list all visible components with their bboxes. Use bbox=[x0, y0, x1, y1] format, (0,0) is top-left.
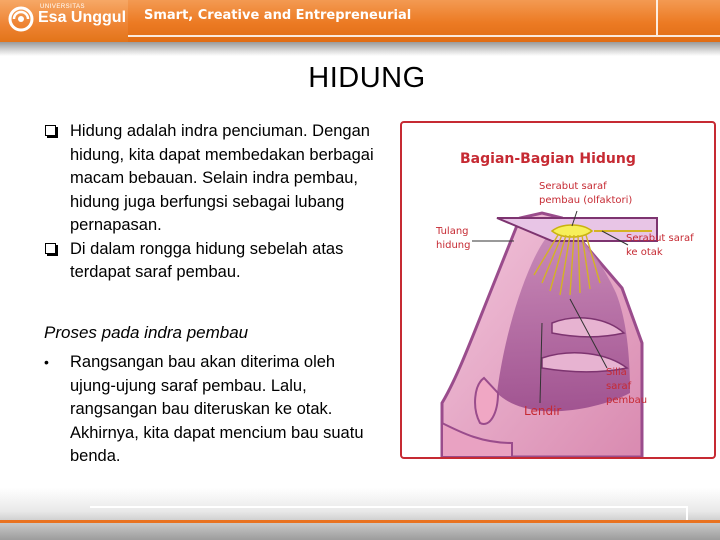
tagline: Smart, Creative and Entrepreneurial bbox=[144, 8, 412, 23]
square-bullet-icon bbox=[45, 243, 56, 254]
process-text: Rangsangan bau akan diterima oleh ujung-ujung saraf pembau. Lalu, rangsangan bau diteruskan ke otak. Akhirnya, kita dapat mencium bau suatu benda. bbox=[70, 353, 364, 465]
slide-title: HIDUNG bbox=[308, 62, 426, 94]
list-item bbox=[44, 238, 379, 285]
label-serabut-otak: Serabut saraf ke otak bbox=[626, 233, 694, 258]
figure-title: Bagian-Bagian Hidung bbox=[460, 151, 636, 167]
list-item bbox=[44, 120, 379, 238]
footer-accent-line bbox=[0, 520, 720, 523]
logo-name: Esa Unggul bbox=[38, 9, 127, 26]
nose-anatomy-figure bbox=[400, 121, 716, 459]
header-shadow-band bbox=[0, 42, 720, 56]
bullet-text: Di dalam rongga hidung sebelah atas terdapat saraf pembau. bbox=[70, 239, 344, 281]
header-vertical-divider bbox=[656, 0, 658, 35]
footer-vertical-divider bbox=[686, 506, 688, 520]
logo[interactable] bbox=[0, 0, 128, 42]
list-item bbox=[44, 351, 379, 469]
footer-band bbox=[0, 488, 720, 540]
process-list bbox=[44, 351, 379, 469]
square-bullet-icon bbox=[45, 125, 56, 136]
label-serabut-olfaktori: Serabut saraf pembau (olfaktori) bbox=[539, 181, 633, 206]
dot-bullet-icon: • bbox=[44, 354, 49, 370]
footer-divider bbox=[90, 506, 686, 508]
header-bar bbox=[0, 0, 720, 42]
header-divider bbox=[128, 35, 720, 37]
nose-anatomy-illustration bbox=[402, 123, 714, 457]
bullet-text: Hidung adalah indra penciuman. Dengan hidung, kita dapat membedakan berbagai macam bebauan. Selain indra pembau, hidung juga berfungsi sebagai lubang pernapasan. bbox=[70, 122, 374, 234]
bullet-list bbox=[44, 120, 379, 285]
university-swirl-icon bbox=[8, 6, 34, 32]
label-tulang-hidung: Tulang hidung bbox=[436, 226, 471, 251]
logo-small-text: UNIVERSITAS bbox=[40, 4, 86, 10]
label-lendir: Lendir bbox=[524, 404, 562, 418]
label-silia: Silia saraf pembau bbox=[606, 367, 648, 406]
section-heading: Proses pada indra pembau bbox=[44, 323, 249, 342]
